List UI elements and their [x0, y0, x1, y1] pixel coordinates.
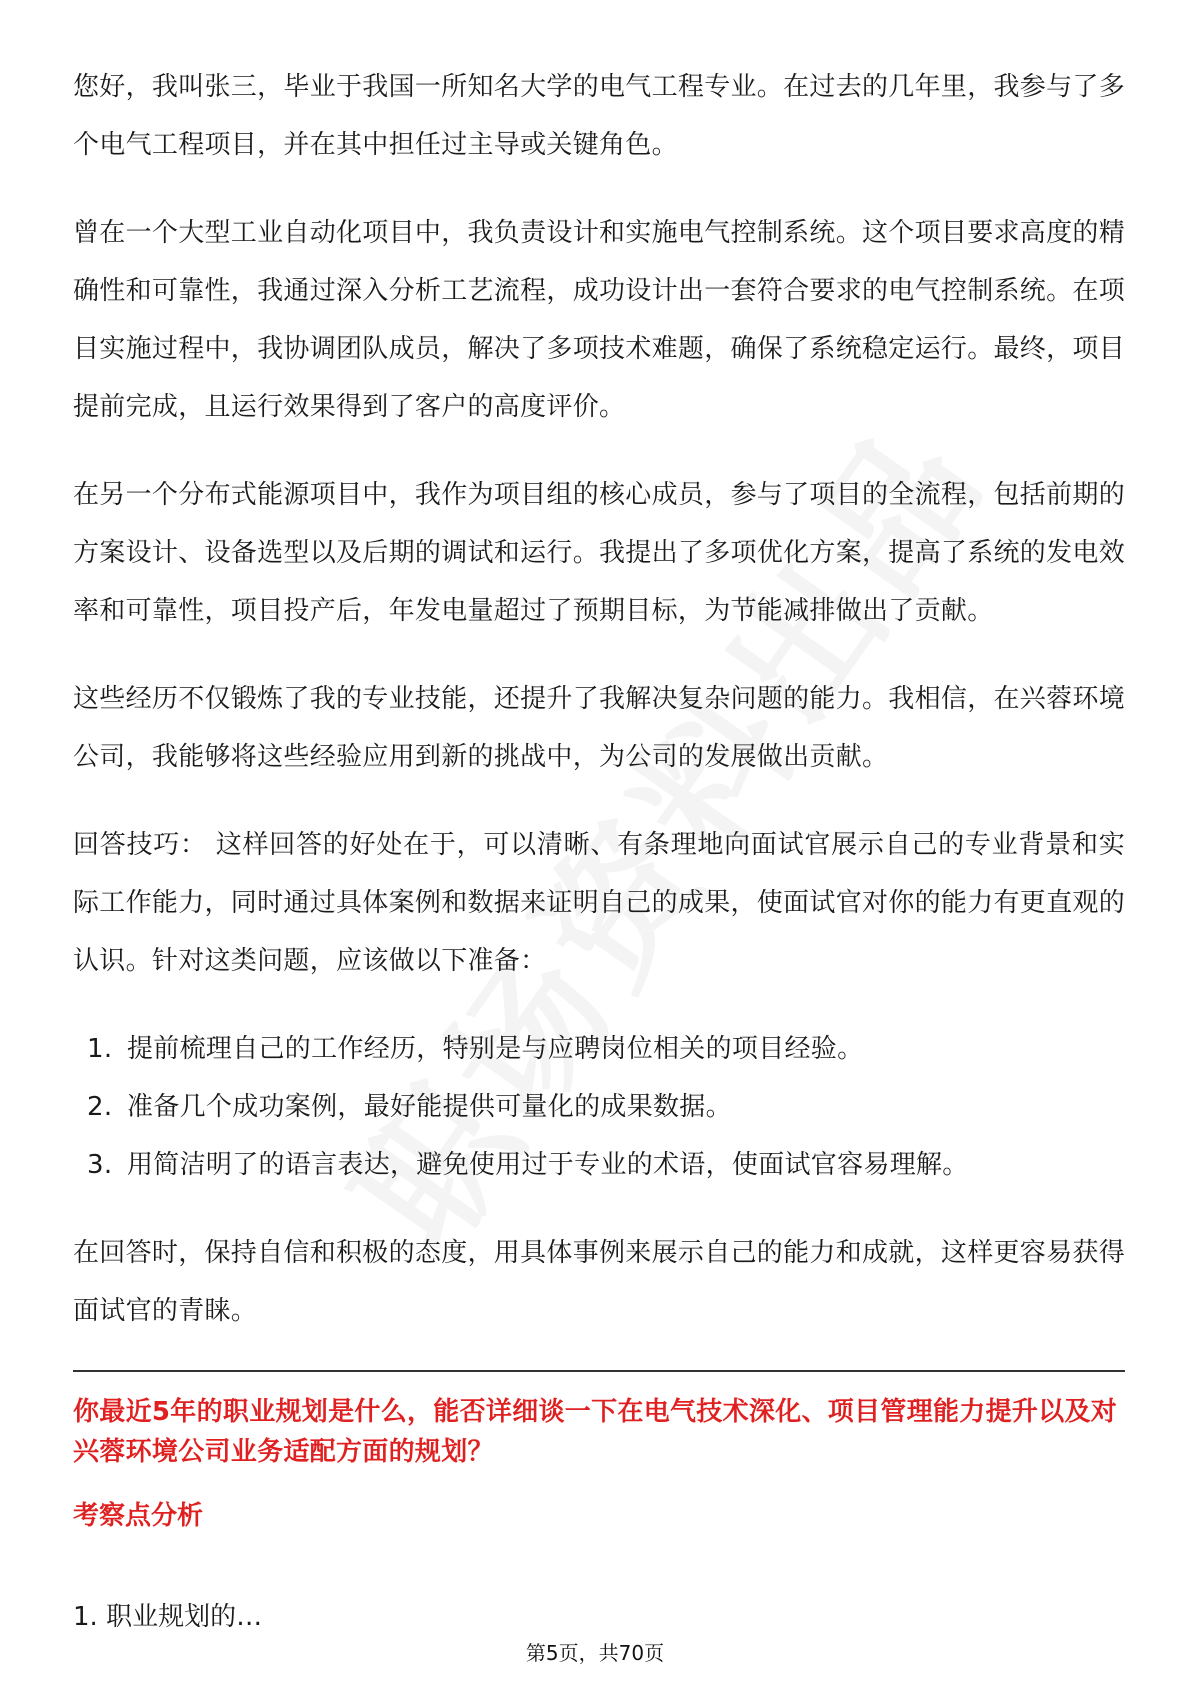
paragraph-automation-project: 曾在一个大型工业自动化项目中，我负责设计和实施电气控制系统。这个项目要求高度的精确性和可靠性，我通过深入分析工艺流程，成功设计出一套符合要求的电气控制系统。在项目实施过程中，我协调团队成员，解决了多项技术难题，确保了系统稳定运行。最终，项目提前完成，且运行效果得到了客户的高度评价。 [73, 218, 1126, 422]
paragraph-closing: 在回答时，保持自信和积极的态度，用具体事例来展示自己的能力和成就，这样更容易获得面试官的青睐。 [73, 1238, 1126, 1326]
list-text: 提前梳理自己的工作经历，特别是与应聘岗位相关的项目经验。 [127, 1034, 864, 1064]
page-footer: 第5页，共70页 [525, 1641, 665, 1665]
paragraph-energy-project: 在另一个分布式能源项目中，我作为项目组的核心成员，参与了项目的全流程，包括前期的方案设计、设备选型以及后期的调试和运行。我提出了多项优化方案，提高了系统的发电效率和可靠性，项目投产后，年发电量超过了预期目标，为节能减排做出了贡献。 [73, 480, 1126, 626]
list-number: 3. [87, 1150, 113, 1180]
document-page [73, 58, 1125, 1536]
paragraph-answer-tips: 回答技巧： 这样回答的好处在于，可以清晰、有条理地向面试官展示自己的专业背景和实际工作能力，同时通过具体案例和数据来证明自己的成果，使面试官对你的能力有更直观的认识。针对这类问题，应该做以下准备： [73, 830, 1126, 976]
list-text: 准备几个成功案例，最好能提供可量化的成果数据。 [127, 1092, 732, 1122]
question-heading: 你最近5年的职业规划是什么，能否详细谈一下在电气技术深化、项目管理能力提升以及对兴蓉环境公司业务适配方面的规划？ [73, 1397, 1118, 1467]
list-text: 用简洁明了的语言表达，避免使用过于专业的术语，使面试官容易理解。 [127, 1150, 969, 1180]
list-item [73, 1078, 1125, 1136]
paragraph-intro: 您好，我叫张三，毕业于我国一所知名大学的电气工程专业。在过去的几年里，我参与了多个电气工程项目，并在其中担任过主导或关键角色。 [73, 72, 1126, 160]
cut-off-text-content: 1. 职业规划的… [73, 1602, 263, 1632]
paragraph-conclusion: 这些经历不仅锻炼了我的专业技能，还提升了我解决复杂问题的能力。我相信，在兴蓉环境公司，我能够将这些经验应用到新的挑战中，为公司的发展做出贡献。 [73, 684, 1126, 772]
list-number: 2. [87, 1092, 113, 1122]
list-item [73, 1020, 1125, 1078]
section-divider [73, 1370, 1125, 1372]
list-item [73, 1136, 1125, 1194]
analysis-title: 考察点分析 [73, 1501, 204, 1531]
tips-list [73, 1020, 1125, 1194]
list-number: 1. [87, 1034, 113, 1064]
